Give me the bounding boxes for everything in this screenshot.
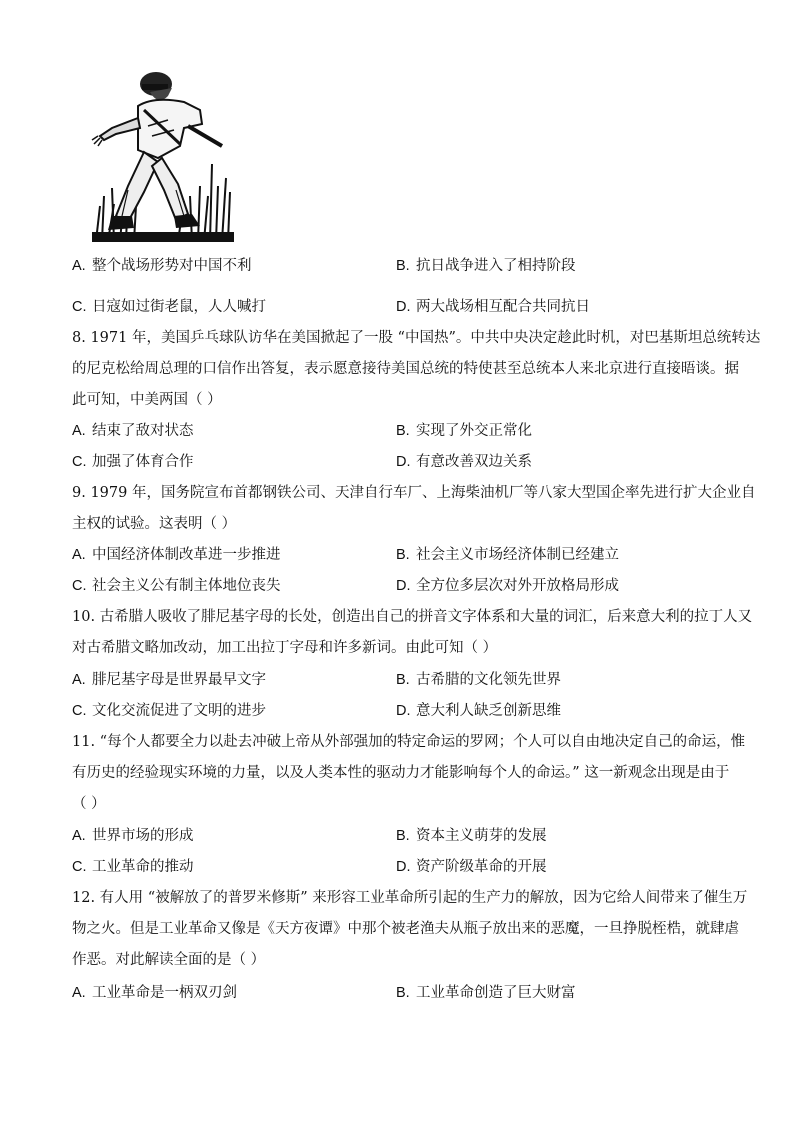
option-text: 腓尼基字母是世界最早文字 [92,672,266,688]
option-b [396,983,576,1003]
question-12-text: 物之火。但是工业革命又像是《天方夜谭》中那个被老渔夫从瓶子放出来的恶魔，一旦挣脱桎梏，就肆虐 [72,921,739,937]
option-text: 两大战场相互配合共同抗日 [416,299,590,315]
option-label: A. [72,672,86,688]
option-label: D. [396,703,411,719]
question-10-text: 对古希腊文略加改动，加工出拉丁字母和许多新词。由此可知（ ） [72,640,498,656]
option-d [396,297,590,317]
question-8-text: 的尼克松给周总理的口信作出答复，表示愿意接待美国总统的特使甚至总统本人来北京进行直接晤谈。据 [72,361,739,377]
option-label: C. [72,578,87,594]
option-label: D. [396,454,411,470]
option-b [396,826,547,846]
option-d [396,701,561,721]
option-b [396,670,561,690]
question-12-text: 12. 有人用 “被解放了的普罗米修斯” 来形容工业革命所引起的生产力的解放，因为它给人间带来了催生万 [72,890,748,906]
option-text: 社会主义公有制主体地位丧失 [92,578,281,594]
option-label: B. [396,828,410,844]
option-d [396,576,619,596]
option-label: C. [72,454,87,470]
option-text: 加强了体育合作 [92,454,194,470]
option-c [72,452,194,472]
option-label: A. [72,828,86,844]
option-label: B. [396,985,410,1001]
option-text: 资产阶级革命的开展 [416,859,547,875]
option-text: 有意改善双边关系 [416,454,532,470]
option-text: 世界市场的形成 [92,828,194,844]
option-d [396,452,532,472]
option-text: 工业革命是一柄双刃剑 [92,985,237,1001]
option-a [72,670,266,690]
question-8-text: 8. 1971 年，美国乒乓球队访华在美国掀起了一股 “中国热”。中共中央决定趁此时机，对巴基斯坦总统转达 [72,330,761,346]
question-11-text: 11. “每个人都要全力以赴去冲破上帝从外部强加的特定命运的罗网；个人可以自由地决定自己的命运，惟 [72,734,746,750]
option-label: A. [72,985,86,1001]
option-c [72,297,266,317]
option-c [72,857,194,877]
option-b [396,421,532,441]
option-label: D. [396,859,411,875]
question-10-text: 10. 古希腊人吸收了腓尼基字母的长处，创造出自己的拼音文字体系和大量的词汇，后来意大利的拉丁人又 [72,609,753,625]
option-a [72,421,194,441]
option-text: 工业革命创造了巨大财富 [416,985,576,1001]
option-b [396,545,619,565]
option-text: 结束了敌对状态 [92,423,194,439]
question-11-text: （ ） [72,796,106,812]
option-b [396,256,576,276]
option-a [72,826,194,846]
option-label: B. [396,547,410,563]
question-8-text: 此可知，中美两国（ ） [72,392,222,408]
option-text: 日寇如过街老鼠，人人喊打 [92,299,266,315]
soldier-cartoon-illustration [88,66,238,246]
question-9-text: 主权的试验。这表明（ ） [72,516,237,532]
option-label: D. [396,299,411,315]
option-label: A. [72,258,86,274]
option-text: 整个战场形势对中国不利 [92,258,252,274]
option-label: A. [72,547,86,563]
option-text: 社会主义市场经济体制已经建立 [416,547,619,563]
option-text: 古希腊的文化领先世界 [416,672,561,688]
option-a [72,983,237,1003]
option-text: 抗日战争进入了相持阶段 [416,258,576,274]
option-text: 工业革命的推动 [92,859,194,875]
option-label: C. [72,859,87,875]
option-text: 中国经济体制改革进一步推进 [92,547,281,563]
option-text: 全方位多层次对外开放格局形成 [416,578,619,594]
option-label: D. [396,578,411,594]
option-text: 实现了外交正常化 [416,423,532,439]
option-c [72,701,266,721]
option-label: B. [396,423,410,439]
option-label: B. [396,672,410,688]
option-text: 文化交流促进了文明的进步 [92,703,266,719]
option-text: 意大利人缺乏创新思维 [416,703,561,719]
option-text: 资本主义萌芽的发展 [416,828,547,844]
option-c [72,576,281,596]
option-label: A. [72,423,86,439]
question-12-text: 作恶。对此解读全面的是（ ） [72,952,266,968]
option-label: C. [72,299,87,315]
question-9-text: 9. 1979 年，国务院宣布首都钢铁公司、天津自行车厂、上海柴油机厂等八家大型国企率先进行扩大企业自 [72,485,756,501]
option-a [72,545,281,565]
question-11-text: 有历史的经验现实环境的力量，以及人类本性的驱动力才能影响每个人的命运。” 这一新观念出现是由于 [72,765,730,781]
option-label: C. [72,703,87,719]
option-d [396,857,547,877]
option-label: B. [396,258,410,274]
option-a [72,256,252,276]
